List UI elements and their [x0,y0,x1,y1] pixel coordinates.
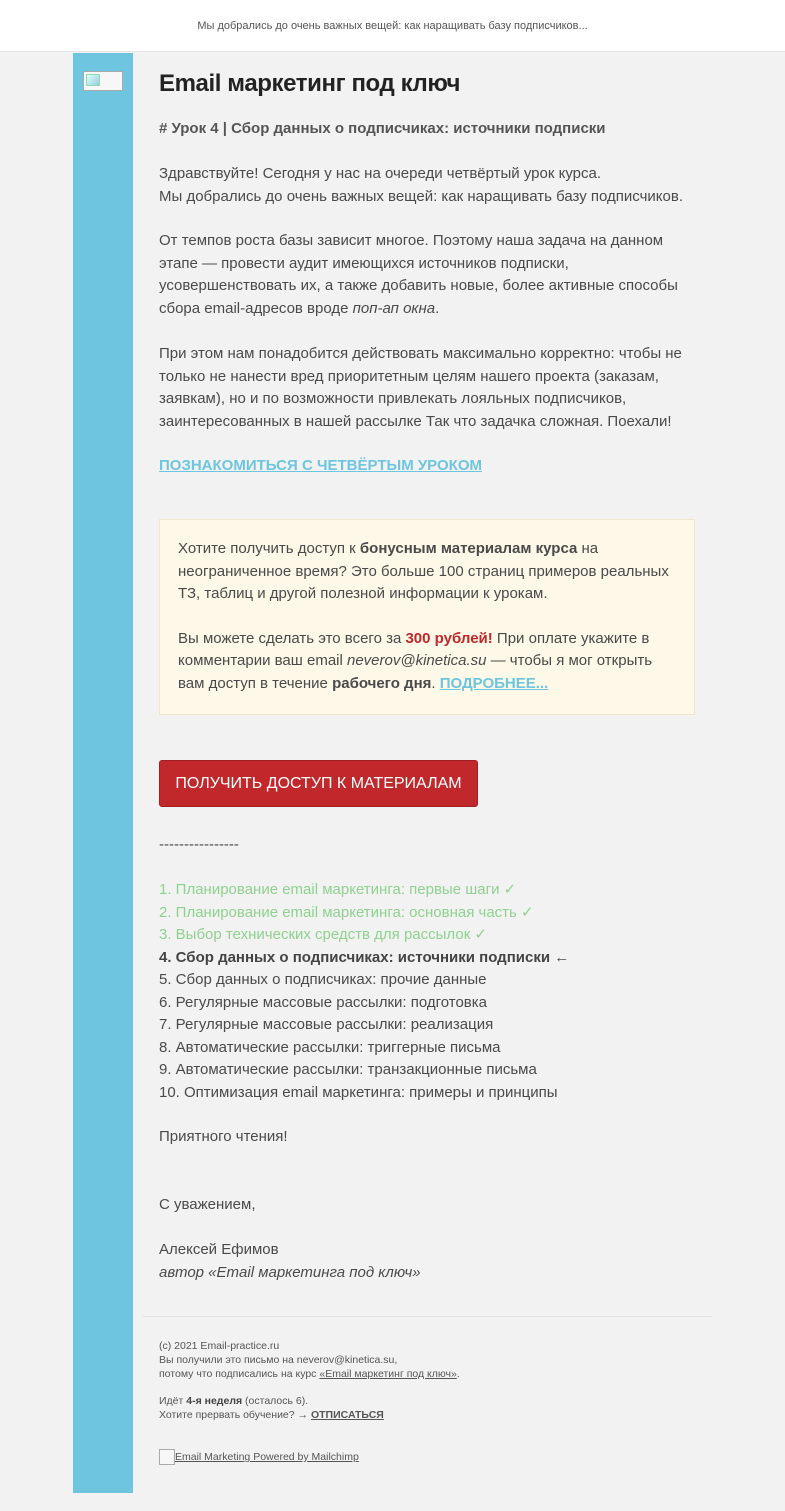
email-title: Email маркетинг под ключ [159,70,461,97]
author-title-text: автор «Email маркетинга под ключ» [159,1263,421,1281]
received-text: Вы получили это письмо на neverov@kinetica.su, [159,1354,398,1366]
price-text-2: При оплате укажите в комментарии ваш email [178,629,650,669]
user-email: neverov@kinetica.su [347,652,487,669]
price-text-4: . [431,674,440,692]
author-name: Алексей Ефимов [159,1241,279,1258]
work-day: рабочего дня [332,674,432,692]
lesson-heading: # Урок 4 | Сбор данных о подписчиках: источники подписки [159,120,606,137]
list-item [159,879,695,902]
check-icon: ✓ [521,903,534,921]
list-item [159,924,695,947]
footer-progress [159,1394,384,1422]
list-item: 7. Регулярные массовые рассылки: реализация [159,1016,494,1033]
stop-text: Хотите прервать обучение? → [159,1409,311,1421]
list-item: 5. Сбор данных о подписчиках: прочие данные [159,971,487,988]
lesson-link[interactable]: ПОЗНАКОМИТЬСЯ С ЧЕТВЁРТЫМ УРОКОМ [159,457,482,474]
bonus-paragraph-2 [178,628,676,696]
check-icon: ✓ [503,881,517,898]
subscription-reason [159,1367,460,1381]
price-text: Вы можете сделать это всего за [178,629,406,647]
mailchimp-link[interactable]: Email Marketing Powered by Mailchimp [175,1451,359,1463]
price-text-3: — чтобы я мог открыть вам доступ в течение [178,652,653,692]
bonus-paragraph-1 [178,538,676,606]
preheader-text: Мы добрались до очень важных вещей: как наращивать базу подписчиков... [197,19,588,32]
author-title [159,1262,695,1285]
list-item: 10. Оптимизация email маркетинга: примеры и принципы [159,1083,558,1101]
lesson-title: 2. Планирование email маркетинга: основная часть [159,903,522,921]
reason-end: . [456,1368,460,1380]
bonus-box [159,519,695,715]
bonus-bold: бонусным материалам курса [359,540,578,557]
growth-end: . [435,299,440,317]
intro-line-1: Здравствуйте! Сегодня у нас на очереди четвёртый урок курса. [159,165,602,182]
price-value: 300 рублей! [405,629,493,647]
sidebar-accent [73,53,133,1493]
closing-text: Приятного чтения! [159,1128,288,1145]
unsubscribe-row [159,1408,384,1422]
lesson-title: 4. Сбор данных о подписчиках: источники подписки [159,948,551,966]
broken-image-icon [159,1449,175,1465]
week-status [159,1394,384,1408]
unsubscribe-link[interactable]: ОТПИСАТЬСЯ [310,1409,384,1421]
reason-text: потому что подписались на курс [159,1368,320,1380]
list-item: 9. Автоматические рассылки: транзакционные письма [159,1061,537,1078]
get-access-button[interactable]: ПОЛУЧИТЬ ДОСТУП К МАТЕРИАЛАМ [159,760,478,807]
intro-paragraph [159,163,695,208]
list-item: 8. Автоматические рассылки: триггерные письма [159,1038,501,1056]
intro-line-2: Мы добрались до очень важных вещей: как наращивать базу подписчиков. [159,187,683,205]
careful-paragraph: При этом нам понадобится действовать максимально корректно: чтобы не только не нанести вред приоритетным целям нашего проекта (заказам, заявкам), но и по возможности привлекать лояльных подписчиков, заинтересованных в нашей рассылке Так что задачка сложная. Поехали! [159,345,682,430]
separator: ---------------- [159,836,239,853]
footer-divider [143,1316,712,1317]
mailchimp-badge[interactable] [159,1449,359,1465]
footer-info [159,1339,460,1381]
signature [159,1239,695,1284]
growth-paragraph [159,230,695,320]
popup-term: поп-ап окна [352,299,436,317]
lesson-list [159,879,695,1104]
lesson-title: 3. Выбор технических средств для рассылок [159,926,475,943]
course-link[interactable]: «Email маркетинг под ключ» [319,1368,457,1380]
copyright: (c) 2021 Email-practice.ru [159,1340,280,1352]
lesson-title: 1. Планирование email маркетинга: первые шаги [159,881,504,898]
more-link[interactable]: ПОДРОБНЕЕ... [439,674,549,692]
preheader [0,0,785,52]
list-item: 6. Регулярные массовые рассылки: подготовка [159,993,488,1011]
regards-text: С уважением, [159,1196,256,1213]
bonus-text: Хотите получить доступ к [178,540,360,557]
week-value: 4-я неделя [186,1395,243,1407]
bonus-text-2: на неограниченное время? Это больше 100 страниц примеров реальных ТЗ, таблиц и другой полезной информации к урокам. [178,540,669,602]
growth-text: От темпов роста базы зависит многое. Поэтому наша задача на данном этапе — провести аудит имеющихся источников подписки, усовершенствовать их, а также добавить новые, более активные способы сбора email-адресов вроде [159,232,678,317]
list-item-current [159,947,695,970]
list-item [159,902,695,925]
arrow-left-icon: ← [550,948,570,966]
lesson-link-row [159,455,695,478]
week-text: Идёт [159,1395,187,1407]
logo-image [83,71,123,91]
week-remaining: (осталось 6). [242,1395,309,1407]
check-icon: ✓ [474,926,487,943]
